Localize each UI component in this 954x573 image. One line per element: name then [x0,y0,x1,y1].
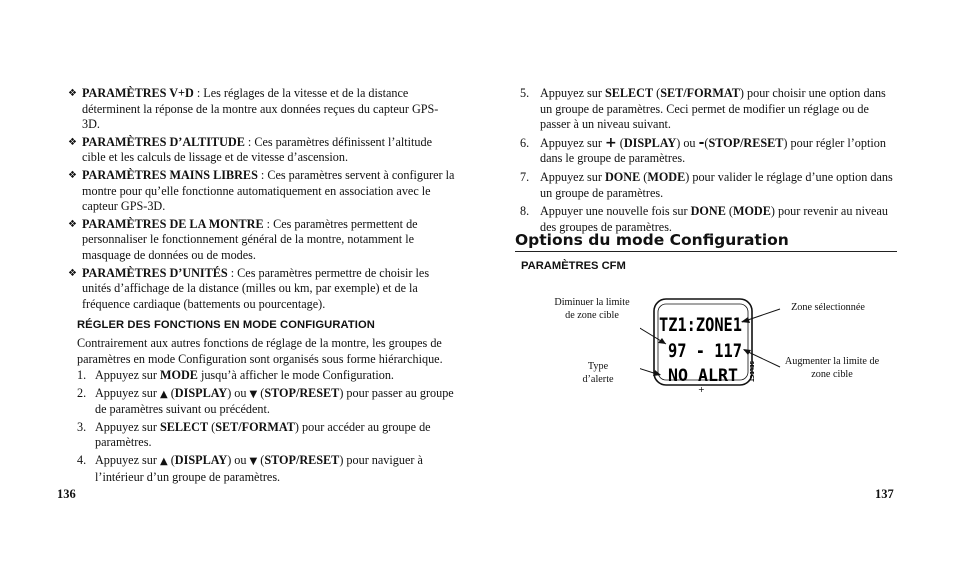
step-5: 5. Appuyez sur SELECT (SET/FORMAT) pour choisir une option dans un groupe de paramètres. Ceci permet de modifier un réglage ou de passer à un niveau suivant. [520,86,886,132]
diamond-bullet-icon: ❖ [68,136,77,148]
intro-paragraph: Contrairement aux autres fonctions de réglage de la montre, les groupes de paramètres en mode Configuration sont organisés sous forme hiérarchique. [77,335,443,366]
figure-subheading: PARAMÈTRES CFM [521,260,626,272]
minus-icon: - [698,134,705,151]
triangle-down-icon: ▼ [249,388,258,400]
triangle-up-icon: ▲ [159,456,168,468]
section-subheading: RÉGLER DES FONCTIONS EN MODE CONFIGURATION [77,319,375,332]
label-selected-zone: Zone sélectionnée [791,302,865,313]
step-6: 6. Appuyez sur + (DISPLAY) ou -(STOP/RESET) pour régler l’option dans le groupe de paramètres. [520,134,886,166]
display-line-1: TZ1:ZONE1 [659,315,742,336]
diamond-bullet-icon: ❖ [68,267,77,279]
select-side-label: SELECT [748,361,754,382]
watch-display-figure [640,295,790,395]
page-number-left: 136 [57,487,76,501]
plus-mark-icon: + [698,385,705,394]
step-8: 8. Appuyer une nouvelle fois sur DONE (MODE) pour revenir au niveau des groupes de paramètres. [520,204,888,234]
label-decrease-limit: Diminuer la limite de zone cible [554,297,630,321]
plus-icon: + [604,134,617,151]
bullet-mains-libres: ❖ PARAMÈTRES MAINS LIBRES : Ces paramètres servent à configurer la montre pour qu’elle fonctionne automatiquement en association avec le capteur GPS-3D. [68,167,455,214]
step-3: 3. Appuyez sur SELECT (SET/FORMAT) pour accéder au groupe de paramètres. [77,419,431,450]
left-column [68,86,456,487]
triangle-down-icon: ▼ [249,456,258,468]
bullet-montre: ❖ PARAMÈTRES DE LA MONTRE : Ces paramètres permettent de personnaliser le fonctionnement général de la montre, notamment le masquage de données ou de modes. [68,216,418,262]
label-increase-limit: Augmenter la limite de zone cible [784,356,880,380]
triangle-up-icon: ▲ [159,388,168,400]
bullet-altitude: ❖ PARAMÈTRES D’ALTITUDE : Ces paramètres définissent l’altitude cible et les calculs de lissage et de vitesse d’ascension. [68,134,433,165]
diamond-bullet-icon: ❖ [68,88,77,99]
step-7: 7. Appuyez sur DONE (MODE) pour valider le réglage d’une option dans un groupe de paramètres. [520,169,893,200]
label-alert-type: Type d’alerte [582,361,614,385]
diamond-bullet-icon: ❖ [68,169,77,181]
diamond-bullet-icon: ❖ [68,218,77,230]
step-4: 4. Appuyez sur ▲ (DISPLAY) ou ▼ (STOP/RESET) pour naviguer à l’intérieur d’un groupe de paramètres. [77,453,423,484]
right-column [520,86,898,238]
display-line-2: 97 - 117 [668,340,742,362]
page-number-right: 137 [875,487,894,501]
bullet-unites: ❖ PARAMÈTRES D’UNITÉS : Ces paramètres permettre de choisir les unités d’affichage de la distance (milles ou km, par exemple) et de la fréquence cardiaque (battements ou pourcentage). [68,265,430,311]
bullet-vd: ❖ PARAMÈTRES V+D : Les réglages de la vitesse et de la distance déterminent la réponse de la montre aux données reçues du capteur GPS-3D. [68,86,439,132]
step-2: 2. Appuyez sur ▲ (DISPLAY) ou ▼ (STOP/RESET) pour passer au groupe de paramètres suivant ou précédent. [77,385,454,417]
display-line-3: NO ALRT [668,366,738,386]
step-1: 1. Appuyez sur MODE jusqu’à afficher le mode Configuration. [77,368,394,383]
section-heading: Options du mode Configuration [515,231,897,252]
